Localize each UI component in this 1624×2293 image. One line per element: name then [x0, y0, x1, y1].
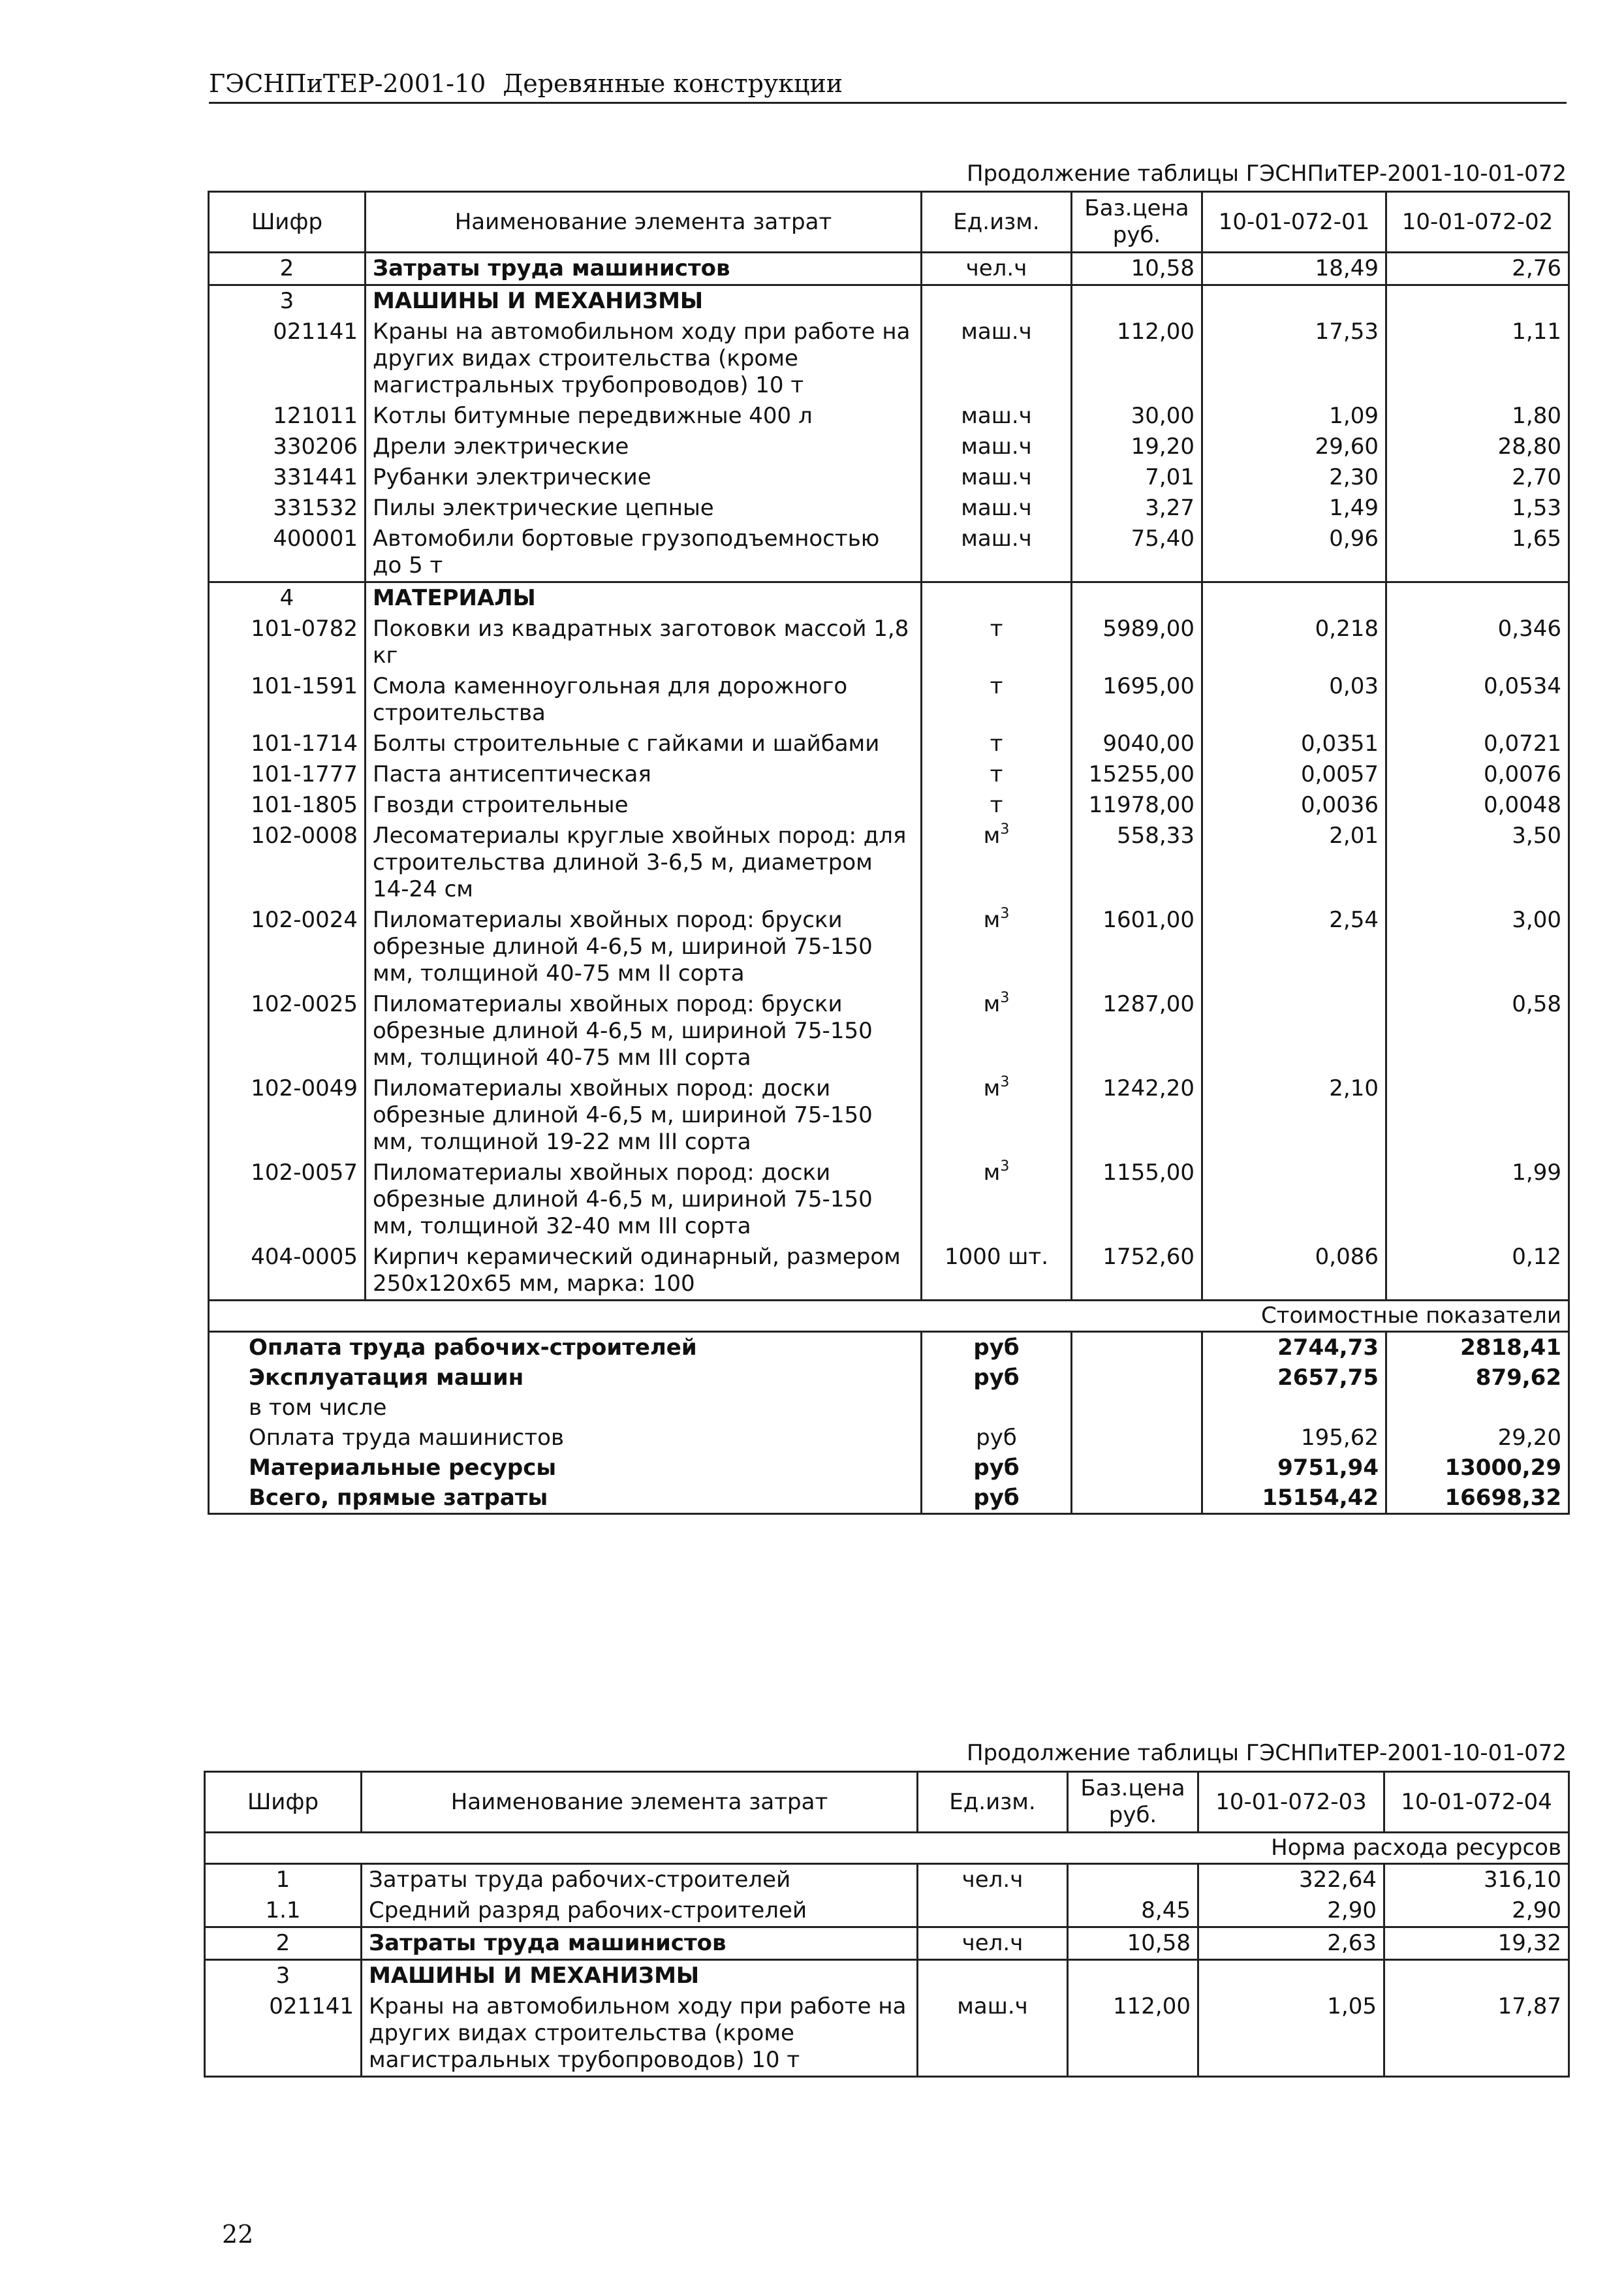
- table-row: [209, 1158, 1569, 1242]
- col-header-norm-2: 10-01-072-02: [1386, 192, 1569, 253]
- row-value-2: 0,0721: [1386, 729, 1569, 759]
- row-code: 102-0008: [209, 821, 366, 905]
- summary-unit: руб: [922, 1453, 1072, 1483]
- row-base-price: 9040,00: [1072, 729, 1202, 759]
- row-name: Смола каменноугольная для дорожного строительства: [366, 671, 922, 729]
- row-value-1: 29,60: [1202, 432, 1386, 462]
- row-value-2: [1386, 1073, 1569, 1158]
- row-value-2: 2,70: [1386, 462, 1569, 493]
- row-name: Болты строительные с гайками и шайбами: [366, 729, 922, 759]
- row-unit: [922, 1242, 1072, 1301]
- table-row: [209, 790, 1569, 821]
- row-unit: [922, 989, 1072, 1073]
- row-code: 021141: [209, 317, 366, 401]
- row-code: 404-0005: [209, 1242, 366, 1301]
- row-name: МАТЕРИАЛЫ: [366, 582, 922, 614]
- row-name: Паста антисептическая: [366, 759, 922, 790]
- unit-text: маш.ч: [957, 1993, 1028, 2019]
- row-name: Пилы электрические цепные: [366, 493, 922, 524]
- summary-value-1: 15154,42: [1202, 1483, 1386, 1514]
- row-base-price: [1072, 285, 1202, 317]
- row-name: Котлы битумные передвижные 400 л: [366, 401, 922, 432]
- row-name: Автомобили бортовые грузоподъемностью до 5 т: [366, 524, 922, 582]
- row-base-price: 10,58: [1072, 253, 1202, 285]
- row-code: 102-0049: [209, 1073, 366, 1158]
- row-value-2: 1,80: [1386, 401, 1569, 432]
- row-value-2: 316,10: [1384, 1864, 1569, 1896]
- row-value-1: 1,49: [1202, 493, 1386, 524]
- unit-text: т: [990, 616, 1003, 642]
- summary-label: Оплата труда рабочих-строителей: [209, 1332, 922, 1363]
- row-value-1: 2,63: [1198, 1927, 1384, 1960]
- unit-exponent: 3: [1000, 906, 1010, 922]
- row-value-2: 28,80: [1386, 432, 1569, 462]
- row-value-2: 0,0534: [1386, 671, 1569, 729]
- unit-exponent: 3: [1000, 1158, 1010, 1175]
- row-unit: [922, 1073, 1072, 1158]
- row-unit: [922, 493, 1072, 524]
- col-header-code: Шифр: [205, 1772, 362, 1833]
- row-value-2: 1,65: [1386, 524, 1569, 582]
- row-base-price: 19,20: [1072, 432, 1202, 462]
- row-value-1: 0,086: [1202, 1242, 1386, 1301]
- row-unit: [922, 729, 1072, 759]
- summary-base: [1072, 1363, 1202, 1393]
- row-value-1: 1,05: [1198, 1991, 1384, 2077]
- row-value-2: [1386, 582, 1569, 614]
- row-base-price: 15255,00: [1072, 759, 1202, 790]
- page-number: 22: [222, 2220, 254, 2249]
- row-unit: [922, 524, 1072, 582]
- unit-text: т: [990, 731, 1003, 757]
- unit-text: 1000 шт.: [944, 1244, 1049, 1270]
- row-unit: [922, 317, 1072, 401]
- unit-text: м: [983, 907, 1001, 933]
- unit-text: чел.ч: [961, 1930, 1023, 1956]
- row-base-price: 1242,20: [1072, 1073, 1202, 1158]
- row-value-1: 1,09: [1202, 401, 1386, 432]
- summary-label: Эксплуатация машин: [209, 1363, 922, 1393]
- summary-value-2: 29,20: [1386, 1423, 1569, 1453]
- base-label-2: руб.: [1112, 222, 1161, 248]
- unit-text: м: [983, 991, 1001, 1017]
- row-value-2: [1384, 1960, 1569, 1992]
- row-base-price: 1752,60: [1072, 1242, 1202, 1301]
- row-base-price: [1068, 1960, 1198, 1992]
- table-row: [209, 1073, 1569, 1158]
- summary-base: [1072, 1393, 1202, 1423]
- row-name: Пиломатериалы хвойных пород: бруски обрезные длиной 4-6,5 м, шириной 75-150 мм, толщиной 40-75 мм III сорта: [366, 989, 922, 1073]
- row-value-1: [1202, 1158, 1386, 1242]
- row-unit: [922, 614, 1072, 671]
- row-code: 102-0025: [209, 989, 366, 1073]
- table-row: [205, 1927, 1569, 1960]
- row-value-2: 3,00: [1386, 905, 1569, 989]
- table-row: [209, 285, 1569, 317]
- row-code: 4: [209, 582, 366, 614]
- row-base-price: 558,33: [1072, 821, 1202, 905]
- row-unit: [918, 1927, 1068, 1960]
- unit-text: т: [990, 792, 1003, 818]
- row-value-1: 0,96: [1202, 524, 1386, 582]
- summary-unit: руб: [922, 1363, 1072, 1393]
- row-code: 101-1805: [209, 790, 366, 821]
- row-value-1: 0,0036: [1202, 790, 1386, 821]
- table-row: [209, 989, 1569, 1073]
- table-row: [205, 1895, 1569, 1927]
- unit-text: маш.ч: [961, 495, 1032, 521]
- row-value-1: [1198, 1960, 1384, 1992]
- table-row: [209, 821, 1569, 905]
- row-value-2: [1386, 285, 1569, 317]
- document-title: Деревянные конструкции: [503, 69, 843, 98]
- row-base-price: [1072, 582, 1202, 614]
- row-unit: [922, 1158, 1072, 1242]
- row-name: Затраты труда рабочих-строителей: [362, 1864, 918, 1896]
- row-value-1: 0,0057: [1202, 759, 1386, 790]
- row-unit: [918, 1864, 1068, 1896]
- summary-row: [209, 1483, 1569, 1514]
- row-code: 2: [205, 1927, 362, 1960]
- row-base-price: 112,00: [1072, 317, 1202, 401]
- summary-unit: [922, 1393, 1072, 1423]
- summary-label: Материальные ресурсы: [209, 1453, 922, 1483]
- cost-section-label: Стоимостные показатели: [209, 1301, 1569, 1332]
- row-unit: [922, 671, 1072, 729]
- row-value-1: 0,218: [1202, 614, 1386, 671]
- col-header-name: Наименование элемента затрат: [362, 1772, 918, 1833]
- row-unit: [922, 432, 1072, 462]
- table-row: [205, 1864, 1569, 1896]
- row-code: 101-1777: [209, 759, 366, 790]
- summary-value-1: 2657,75: [1202, 1363, 1386, 1393]
- table-row: [209, 253, 1569, 285]
- row-base-price: 1601,00: [1072, 905, 1202, 989]
- base-label-1: Баз.цена: [1084, 195, 1189, 221]
- row-code: 1: [205, 1864, 362, 1896]
- summary-value-2: 2818,41: [1386, 1332, 1569, 1363]
- row-code: 331532: [209, 493, 366, 524]
- row-value-2: 1,53: [1386, 493, 1569, 524]
- base-label-2: руб.: [1108, 1802, 1157, 1828]
- row-code: 331441: [209, 462, 366, 493]
- col-header-code: Шифр: [209, 192, 366, 253]
- row-base-price: 1155,00: [1072, 1158, 1202, 1242]
- table-row: [209, 671, 1569, 729]
- row-value-2: 19,32: [1384, 1927, 1569, 1960]
- row-value-1: 0,03: [1202, 671, 1386, 729]
- row-code: 330206: [209, 432, 366, 462]
- row-value-2: 1,99: [1386, 1158, 1569, 1242]
- col-header-name: Наименование элемента затрат: [366, 192, 922, 253]
- row-name: Затраты труда машинистов: [362, 1927, 918, 1960]
- row-name: Пиломатериалы хвойных пород: доски обрезные длиной 4-6,5 м, шириной 75-150 мм, толщиной 19-22 мм III сорта: [366, 1073, 922, 1158]
- row-unit: [922, 285, 1072, 317]
- table1-header-row: [209, 192, 1569, 253]
- row-unit: [922, 790, 1072, 821]
- row-code: 3: [209, 285, 366, 317]
- row-code: 2: [209, 253, 366, 285]
- row-value-1: 2,54: [1202, 905, 1386, 989]
- table-row: [209, 1242, 1569, 1301]
- summary-label: в том числе: [209, 1393, 922, 1423]
- unit-text: маш.ч: [961, 526, 1032, 552]
- table-row: [209, 614, 1569, 671]
- row-unit: [918, 1960, 1068, 1992]
- summary-value-2: 879,62: [1386, 1363, 1569, 1393]
- row-code: 121011: [209, 401, 366, 432]
- row-unit: [922, 462, 1072, 493]
- unit-text: м: [983, 1160, 1001, 1186]
- row-code: 102-0024: [209, 905, 366, 989]
- row-value-2: 0,58: [1386, 989, 1569, 1073]
- unit-text: т: [990, 673, 1003, 699]
- row-code: 101-1714: [209, 729, 366, 759]
- summary-value-2: 16698,32: [1386, 1483, 1569, 1514]
- row-unit: [922, 759, 1072, 790]
- summary-row: [209, 1423, 1569, 1453]
- row-code: 102-0057: [209, 1158, 366, 1242]
- col-header-norm-1: 10-01-072-01: [1202, 192, 1386, 253]
- table2-caption: Продолжение таблицы ГЭСНПиТЕР-2001-10-01-072: [966, 1740, 1567, 1766]
- unit-text: т: [990, 761, 1003, 787]
- row-base-price: 8,45: [1068, 1895, 1198, 1927]
- row-value-2: 1,11: [1386, 317, 1569, 401]
- table-row: [209, 317, 1569, 401]
- row-code: 1.1: [205, 1895, 362, 1927]
- row-base-price: 75,40: [1072, 524, 1202, 582]
- row-code: 101-0782: [209, 614, 366, 671]
- row-name: Поковки из квадратных заготовок массой 1,8 кг: [366, 614, 922, 671]
- table2: [204, 1771, 1570, 2078]
- table-row: [209, 462, 1569, 493]
- summary-row: [209, 1453, 1569, 1483]
- row-value-1: 18,49: [1202, 253, 1386, 285]
- col-header-norm-3: 10-01-072-03: [1198, 1772, 1384, 1833]
- row-value-2: 0,12: [1386, 1242, 1569, 1301]
- unit-text: маш.ч: [961, 434, 1032, 460]
- summary-label: Всего, прямые затраты: [209, 1483, 922, 1514]
- col-header-base: [1072, 192, 1202, 253]
- row-name: Краны на автомобильном ходу при работе на других видах строительства (кроме магистральных трубопроводов) 10 т: [362, 1991, 918, 2077]
- row-base-price: 7,01: [1072, 462, 1202, 493]
- summary-unit: руб: [922, 1423, 1072, 1453]
- row-value-1: [1202, 582, 1386, 614]
- row-base-price: 5989,00: [1072, 614, 1202, 671]
- table1-caption: Продолжение таблицы ГЭСНПиТЕР-2001-10-01-072: [966, 161, 1567, 187]
- row-value-1: 2,90: [1198, 1895, 1384, 1927]
- table2-header-row: [205, 1772, 1569, 1833]
- row-name: Гвозди строительные: [366, 790, 922, 821]
- unit-text: маш.ч: [961, 319, 1032, 345]
- row-unit: [922, 582, 1072, 614]
- summary-row: [209, 1363, 1569, 1393]
- row-name: Затраты труда машинистов: [366, 253, 922, 285]
- row-name: Пиломатериалы хвойных пород: бруски обрезные длиной 4-6,5 м, шириной 75-150 мм, толщиной 40-75 мм II сорта: [366, 905, 922, 989]
- table1: [208, 191, 1570, 1515]
- row-unit: [918, 1895, 1068, 1927]
- summary-unit: руб: [922, 1332, 1072, 1363]
- table-row: [209, 432, 1569, 462]
- table-row: [209, 729, 1569, 759]
- summary-base: [1072, 1332, 1202, 1363]
- summary-value-1: 2744,73: [1202, 1332, 1386, 1363]
- row-base-price: 112,00: [1068, 1991, 1198, 2077]
- cost-section-row: [209, 1301, 1569, 1332]
- unit-text: маш.ч: [961, 464, 1032, 490]
- unit-text: маш.ч: [961, 403, 1032, 429]
- table-row: [205, 1991, 1569, 2077]
- row-name: Дрели электрические: [366, 432, 922, 462]
- row-base-price: [1068, 1864, 1198, 1896]
- page-header: [209, 65, 1567, 104]
- table-row: [209, 905, 1569, 989]
- summary-value-2: 13000,29: [1386, 1453, 1569, 1483]
- unit-text: м: [983, 823, 1001, 849]
- row-value-1: [1202, 285, 1386, 317]
- row-value-2: 0,346: [1386, 614, 1569, 671]
- row-name: Краны на автомобильном ходу при работе на других видах строительства (кроме магистральных трубопроводов) 10 т: [366, 317, 922, 401]
- document-code: ГЭСНПиТЕР-2001-10: [209, 69, 486, 98]
- summary-value-1: 195,62: [1202, 1423, 1386, 1453]
- row-unit: [922, 401, 1072, 432]
- row-base-price: 11978,00: [1072, 790, 1202, 821]
- row-unit: [918, 1991, 1068, 2077]
- col-header-base: [1068, 1772, 1198, 1833]
- row-value-2: 0,0076: [1386, 759, 1569, 790]
- summary-label: Оплата труда машинистов: [209, 1423, 922, 1453]
- row-code: 400001: [209, 524, 366, 582]
- row-value-1: 17,53: [1202, 317, 1386, 401]
- row-name: Рубанки электрические: [366, 462, 922, 493]
- col-header-norm-4: 10-01-072-04: [1384, 1772, 1569, 1833]
- summary-value-1: 9751,94: [1202, 1453, 1386, 1483]
- unit-text: чел.ч: [961, 1867, 1023, 1893]
- row-code: 021141: [205, 1991, 362, 2077]
- summary-row: [209, 1332, 1569, 1363]
- row-base-price: 10,58: [1068, 1927, 1198, 1960]
- summary-unit: руб: [922, 1483, 1072, 1514]
- row-base-price: 3,27: [1072, 493, 1202, 524]
- col-header-unit: Ед.изм.: [922, 192, 1072, 253]
- row-value-1: 0,0351: [1202, 729, 1386, 759]
- summary-base: [1072, 1453, 1202, 1483]
- norm-section-row: [205, 1833, 1569, 1864]
- norm-section-label: Норма расхода ресурсов: [205, 1833, 1569, 1864]
- col-header-unit: Ед.изм.: [918, 1772, 1068, 1833]
- row-code: 3: [205, 1960, 362, 1992]
- unit-text: чел.ч: [965, 255, 1027, 281]
- row-base-price: 30,00: [1072, 401, 1202, 432]
- table-row: [209, 401, 1569, 432]
- row-name: МАШИНЫ И МЕХАНИЗМЫ: [362, 1960, 918, 1992]
- row-name: МАШИНЫ И МЕХАНИЗМЫ: [366, 285, 922, 317]
- row-value-1: [1202, 989, 1386, 1073]
- row-unit: [922, 905, 1072, 989]
- row-value-2: 3,50: [1386, 821, 1569, 905]
- summary-base: [1072, 1423, 1202, 1453]
- summary-value-1: [1202, 1393, 1386, 1423]
- unit-exponent: 3: [1000, 1074, 1010, 1090]
- row-value-1: 2,01: [1202, 821, 1386, 905]
- row-unit: [922, 821, 1072, 905]
- row-value-1: 322,64: [1198, 1864, 1384, 1896]
- table-row: [209, 493, 1569, 524]
- row-name: Лесоматериалы круглые хвойных пород: для строительства длиной 3-6,5 м, диаметром 14-24 см: [366, 821, 922, 905]
- row-value-2: 2,76: [1386, 253, 1569, 285]
- table-row: [209, 759, 1569, 790]
- summary-row: [209, 1393, 1569, 1423]
- row-name: Средний разряд рабочих-строителей: [362, 1895, 918, 1927]
- table-row: [209, 582, 1569, 614]
- unit-exponent: 3: [1000, 821, 1010, 838]
- row-code: 101-1591: [209, 671, 366, 729]
- row-value-2: 2,90: [1384, 1895, 1569, 1927]
- row-value-1: 2,30: [1202, 462, 1386, 493]
- table-row: [209, 524, 1569, 582]
- row-value-1: 2,10: [1202, 1073, 1386, 1158]
- row-base-price: 1287,00: [1072, 989, 1202, 1073]
- unit-text: м: [983, 1075, 1001, 1101]
- row-name: Пиломатериалы хвойных пород: доски обрезные длиной 4-6,5 м, шириной 75-150 мм, толщиной 32-40 мм III сорта: [366, 1158, 922, 1242]
- row-base-price: 1695,00: [1072, 671, 1202, 729]
- summary-value-2: [1386, 1393, 1569, 1423]
- base-label-1: Баз.цена: [1080, 1775, 1185, 1801]
- unit-exponent: 3: [1000, 990, 1010, 1006]
- table-row: [205, 1960, 1569, 1992]
- row-value-2: 0,0048: [1386, 790, 1569, 821]
- row-value-2: 17,87: [1384, 1991, 1569, 2077]
- summary-base: [1072, 1483, 1202, 1514]
- row-unit: [922, 253, 1072, 285]
- row-name: Кирпич керамический одинарный, размером 250x120x65 мм, марка: 100: [366, 1242, 922, 1301]
